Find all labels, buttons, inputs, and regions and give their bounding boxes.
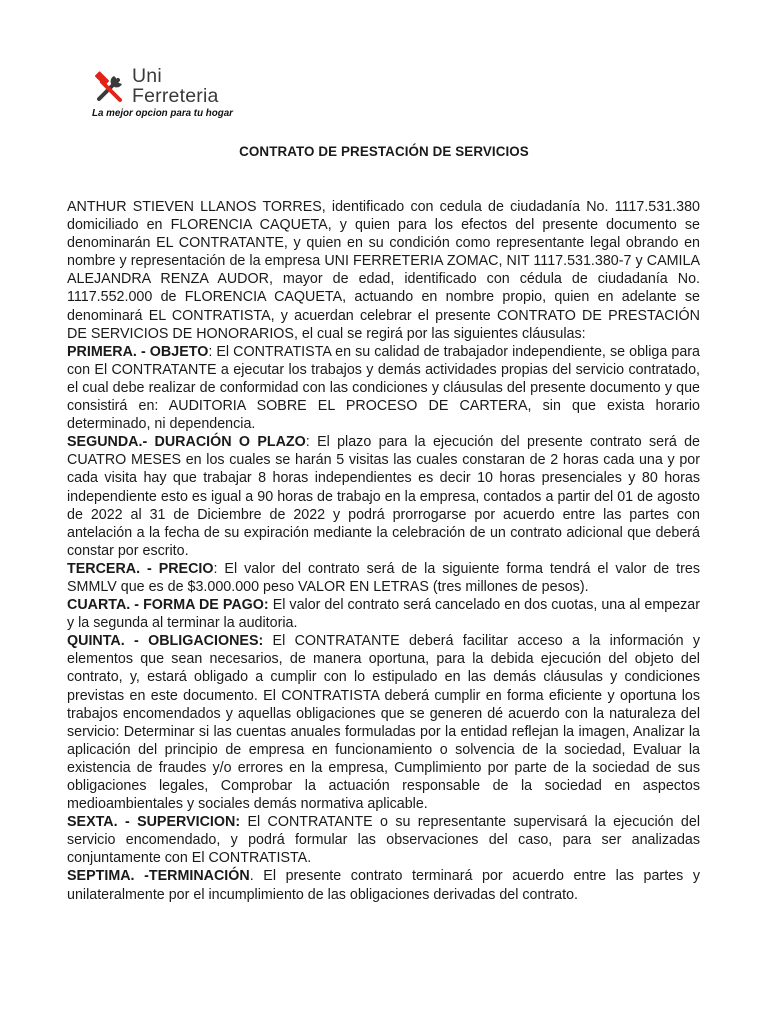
logo-slogan: La mejor opcion para tu hogar	[92, 108, 233, 119]
clause-text: El valor del contrato será cancelado en dos cuotas, una al empezar y la segunda al terminar la auditoria.	[67, 597, 701, 632]
clause-heading: SEPTIMA. -TERMINACIÓN	[67, 868, 250, 885]
logo-name-line1: Uni	[132, 65, 162, 87]
clause-text: El CONTRATANTE deberá facilitar acceso a la información y elementos que sean necesarios, de manera oportuna, para la debida ejecución del objeto del contrato, y, estará obligado a cumplir con lo estipulado en las demás cláusulas y condiciones previstas en este documento. El CONTRATISTA deberá cumplir en forma eficiente y oportuna los trabajos encomendados y aquellas obligaciones que se generen dé acuerdo con la naturaleza del servicio: Determinar si las cuentas anuales formuladas por la entidad reflejan la imagen, Analizar la aplicación del principio de empresa en funcionamiento o solvencia de la sociedad, Evaluar la existencia de fraudes y/o errores en la empresa, Cumplimiento por parte de la sociedad de sus obligaciones legales, Comprobar la actuación responsable de la sociedad en aspectos medioambientales y sociales demás normativa aplicable.	[67, 633, 700, 813]
contract-body	[67, 198, 700, 904]
clause-septima	[67, 867, 700, 903]
clause-quinta	[67, 632, 700, 813]
clause-heading: PRIMERA. - OBJETO	[67, 343, 209, 360]
intro-paragraph: ANTHUR STIEVEN LLANOS TORRES, identificado con cedula de ciudadanía No. 1117.531.380 domiciliado en FLORENCIA CAQUETA, y quien para los efectos del presente documento se denominarán EL CONTRATANTE, y quien en su condición como representante legal obrando en nombre y representación de la empresa UNI FERRETERIA ZOMAC, NIT 1117.531.380-7 y CAMILA ALEJANDRA RENZA AUDOR, mayor de edad, identificado con cédula de ciudadanía No. 1117.552.000 de FLORENCIA CAQUETA, actuando en nombre propio, quien en adelante se denominará EL CONTRATISTA, y acuerdan celebrar el presente CONTRATO DE PRESTACIÓN DE SERVICIOS DE HONORARIOS, el cual se regirá por las siguientes cláusulas:	[67, 199, 700, 342]
clause-tercera	[67, 560, 700, 596]
clause-heading: TERCERA. - PRECIO	[67, 560, 214, 577]
clause-text: : El CONTRATISTA en su calidad de trabajador independiente, se obliga para con El CONTRATANTE a ejecutar los trabajos y demás actividades propias del servicio contratado, el cual debe realizar de conformidad con las condiciones y cláusulas del presente documento y que consistirá en: AUDITORIA SOBRE EL PROCESO DE CARTERA, sin que exista horario determinado, ni dependencia.	[67, 343, 700, 433]
crossed-tools-icon	[92, 70, 128, 106]
clause-segunda	[67, 433, 700, 560]
clause-heading: SEXTA. - SUPERVICION:	[67, 814, 241, 831]
clause-heading: SEGUNDA.- DURACIÓN O PLAZO	[67, 434, 306, 451]
clause-text: El CONTRATANTE o su representante supervisará la ejecución del servicio encomendado, y podrá formular las observaciones del caso, para ser analizadas conjuntamente con El CONTRATISTA.	[67, 814, 701, 867]
logo-name-line2: Ferreteria	[132, 85, 219, 107]
clause-heading: CUARTA. - FORMA DE PAGO:	[67, 597, 269, 614]
clause-text: : El valor del contrato será de la siguiente forma tendrá el valor de tres SMMLV que es de $3.000.000 peso VALOR EN LETRAS (tres millones de pesos).	[67, 560, 700, 595]
clause-heading: QUINTA. - OBLIGACIONES:	[67, 633, 264, 650]
clause-cuarta	[67, 596, 700, 632]
clause-text: : El plazo para la ejecución del presente contrato será de CUATRO MESES en los cuales se harán 5 visitas las cuales constaran de 2 horas cada una y por cada visita hay que trabajar 8 horas independientes es decir 10 horas presenciales y 80 horas independiente esto es igual a 90 horas de trabajo en la empresa, contados a partir del 01 de agosto de 2022 al 31 de Diciembre de 2022 y podrá prorrogarse por acuerdo entre las partes con antelación a la fecha de su expiración mediante la celebración de un contrato adicional que deberá constar por escrito.	[67, 434, 700, 559]
clause-primera	[67, 343, 700, 433]
logo-wordmark	[132, 66, 219, 106]
document-title: CONTRATO DE PRESTACIÓN DE SERVICIOS	[239, 144, 529, 159]
company-logo	[92, 66, 252, 126]
clause-sexta	[67, 813, 700, 867]
clause-text: . El presente contrato terminará por acuerdo entre las partes y unilateralmente por el incumplimiento de las obligaciones derivadas del contrato.	[67, 868, 700, 903]
